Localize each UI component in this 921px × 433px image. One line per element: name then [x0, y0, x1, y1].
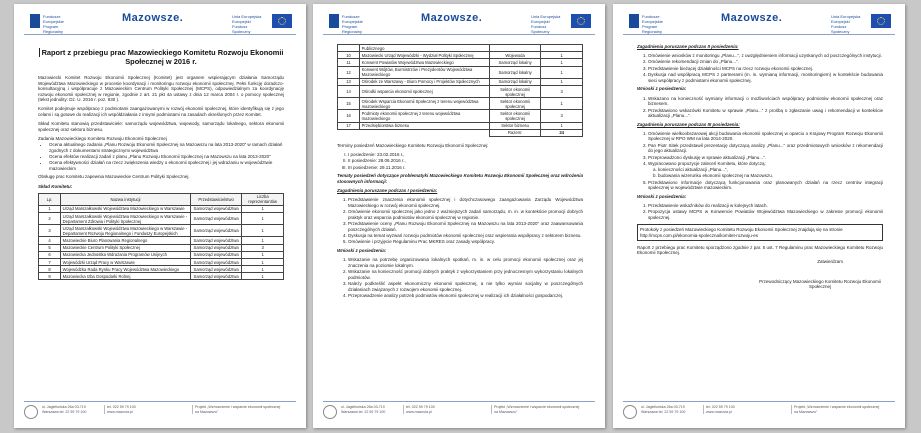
cell-representation: Samorząd lokalny — [489, 78, 540, 85]
cell-institution: Mazowiecka Izba Gospodarki Rolnej — [61, 273, 191, 280]
ue-logo-text: Unia Europejska Europejski Fundusz Społeczny — [232, 14, 262, 34]
page-body — [337, 44, 583, 302]
cell-lp — [338, 45, 360, 52]
footer-project: Projekt „Wzmocnienie i wsparcie ekonomii społecznej na Mazowszu” — [491, 405, 584, 414]
cell-count: 1 — [541, 66, 583, 78]
cell-institution: Mazowiecki Urząd Wojewódzki - Wydział Polityki Społecznej — [360, 52, 490, 59]
footer-project: Projekt „Wzmocnienie i wsparcie ekonomii społecznej na Mazowszu” — [192, 405, 285, 414]
topics-heading: Tematy posiedzeń dotyczące problematyki Mazowieckiego Komitetu Rozwoju Ekonomii Społecznej oraz wdrożenia stosownych informacji: — [337, 173, 583, 184]
page-body — [637, 44, 883, 290]
report-title — [38, 48, 284, 66]
cell-representation: Wojewoda — [489, 52, 540, 59]
cell-institution: Wojewódzki Urząd Pracy w Warszawie — [61, 258, 191, 265]
cell-count: 3 — [541, 110, 583, 122]
cell-institution: Podmioty ekonomii społecznej z terenu województwa mazowieckiego — [360, 110, 490, 122]
cell-count: 3 — [541, 85, 583, 97]
session2-list — [637, 53, 883, 83]
cell-count: 1 — [242, 266, 284, 273]
conclusion-item: 2. Wskazanie na konieczność promocji dobrych praktyk z wykorzystaniem przy jednoczesnym wykorzystaniu lokalnych podmiotów. — [348, 269, 583, 280]
cell-representation: Samorząd województwa — [190, 237, 241, 244]
task-item: • Ocena efektywności działań na rzecz zwiększenia wiedzy o ekonomii społecznej i jej wdrażaniu w województwie mazowieckim — [49, 160, 284, 171]
cell-lp: 1 — [39, 205, 61, 212]
document-page-3[interactable] — [613, 4, 905, 428]
conclusion-item: 1. Wskazano na konieczność wymiany informacji o możliwościach współpracy podmiotów ekonomii społecznej oraz biznesem. — [648, 96, 883, 107]
col-header-representation: Przedstawicielstwo — [190, 193, 241, 205]
cell-representation: Samorząd województwa — [190, 225, 241, 237]
conclusion-item: 1. Wskazanie na potrzebę organizowania lokalnych spotkań, m. in. w celu promocji ekonomii społecznej oraz jej znaczenia na poziomie lokalnym. — [348, 257, 583, 268]
conclusions1-heading: Wnioski z posiedzenia: — [337, 248, 387, 254]
table-row — [39, 237, 284, 244]
page-header — [623, 10, 895, 32]
closing-paragraph: Raport z przebiegu prac Komitetu sporządzono zgodnie z par. 5 ust. 7 Regulaminu prac Mazowieckiego Komitetu Rozwoju Ekonomii Społecznej. — [637, 244, 883, 256]
cell-institution: Ośrodki wsparcia ekonomii społecznej — [360, 85, 490, 97]
cell-representation — [489, 45, 540, 52]
cell-count: 3 — [242, 244, 284, 251]
meetings-list — [337, 152, 583, 170]
cell-lp: 16 — [338, 110, 360, 122]
table-total-row — [338, 129, 583, 136]
cell-institution: Konwent Powiatów Województwa Mazowieckiego — [360, 59, 490, 66]
session3-subitem: a. konieczności aktualizacji „Planu...”, — [658, 167, 883, 173]
session2-item: 2. Omówienie rekomendacji zmian do „Planu...”. — [648, 59, 883, 65]
session1-item: 1. Przedstawienie znaczenia ekonomii społecznej i dotychczasowego zaangażowania Zarządu Województwa Mazowieckiego w rozwój ekonomii społecznej. — [348, 197, 583, 208]
col-header-lp: Lp. — [39, 193, 61, 205]
session1-item: 2. Omówienie ekonomii społecznej jako jedno z ważniejszych zadań samorządu, m. in. w kontekście promocji dobrych praktyk oraz wsparcia podmiotów ekonomii społecznej w regionie. — [348, 209, 583, 220]
cell-representation: Samorząd województwa — [190, 258, 241, 265]
ue-logo-text: Unia Europejska Europejski Fundusz Społeczny — [831, 14, 861, 34]
fundusze-europejskie-logo — [30, 12, 68, 34]
eu-flag-icon — [871, 14, 891, 28]
composition-table — [38, 193, 284, 281]
conclusions2-heading: Wnioski z posiedzenia: — [637, 86, 687, 92]
cell-count: 1 — [541, 78, 583, 85]
table-row — [338, 85, 583, 97]
session3-sublist — [648, 167, 883, 179]
cell-representation: Samorząd lokalny — [489, 66, 540, 78]
session3-item — [648, 161, 883, 179]
conclusion-item: 1. Przedstawienie wskaźników do realizacji w kolejnych latach. — [648, 203, 883, 209]
mazowsze-brand: Mazowsze. — [721, 12, 783, 24]
conclusion-item: 3. Należy podkreślić aspekt ekonomiczny ekonomii społecznej, a nie tylko wymiar socjalny w poszczególnych działaniach związanych z rozwojem ekonomii społecznej. — [348, 281, 583, 292]
session3-list — [637, 131, 883, 191]
table-row — [338, 122, 583, 129]
cell-lp: 11 — [338, 59, 360, 66]
footer-address: ul. Jagiellońska 26a 03-719 Warszawa tel. 22 59 79 100 — [641, 405, 686, 414]
table-row — [39, 273, 284, 280]
header-divider — [623, 34, 895, 35]
table-row — [338, 52, 583, 59]
footer-logo-icon — [623, 405, 637, 419]
cell-representation: Sektor ekonomii społecznej — [489, 110, 540, 122]
cell-representation: Sektor ekonomii społecznej — [489, 85, 540, 97]
cell-lp: 8 — [39, 266, 61, 273]
session3-subitem: b. budowania wizerunku ekonomii społecznej na Mazowszu. — [658, 173, 883, 179]
table-row — [338, 45, 583, 52]
mazowsze-brand: Mazowsze. — [421, 12, 483, 24]
page-header — [24, 10, 296, 32]
cell-institution: Urząd Marszałkowski Województwa Mazowieckiego w Warszawie — [61, 205, 191, 212]
cell-count: 1 — [242, 212, 284, 224]
fe-logo-text: Fundusze Europejskie Program Regionalny — [642, 14, 663, 34]
table-row — [338, 59, 583, 66]
table-row — [39, 266, 284, 273]
session3-item: 3. Przeprowadzono dyskusję w sprawie aktualizacji „Planu...”. — [648, 155, 883, 161]
unia-europejska-logo — [232, 12, 292, 34]
footer-logo-icon — [24, 405, 38, 419]
conclusion-item: 2. Propozycja ustawy MCPS w Konwencie Powiatów Województwa Mazowieckiego w zakresie promocji ekonomii społecznej. — [648, 209, 883, 220]
service-note: Obsługę prac Komitetu zapewnia Mazowieckie Centrum Polityki Społecznej. — [38, 174, 190, 180]
meeting-item: III. III posiedzenie: 29.11.2016 r. — [348, 165, 583, 171]
meeting-item: I. I posiedzenie: 23.02.2016 r., — [348, 152, 583, 158]
footer-contact: tel. 022 59 79 100 www.mazovia.pl — [703, 405, 752, 414]
unia-europejska-logo — [531, 12, 591, 34]
conclusion-item: 4. Przeprowadzenie analizy potrzeb podmiotów ekonomii społecznej w realizacji ich działalności gospodarczej. — [348, 293, 583, 299]
session3-heading: Zagadnienia poruszane podczas III posiedzenia: — [637, 121, 740, 127]
mazowsze-brand: Mazowsze. — [122, 12, 184, 24]
eu-flag-icon — [272, 14, 292, 28]
table-row — [338, 98, 583, 110]
eu-flag-icon — [571, 14, 591, 28]
fe-logo-text: Fundusze Europejskie Program Regionalny — [43, 14, 64, 34]
total-label: Razem: — [489, 129, 540, 136]
conclusion-item: 2. Przedstawiono wskazówki Komitetu w sprawie „Planu...” z prośbą o zgłaszanie uwag i rekomendacji w kontekście aktualizacji „Planu...”. — [648, 108, 883, 119]
approved-label: Zatwierdzam — [817, 259, 843, 265]
page-footer — [323, 401, 595, 422]
cell-institution: Mazowiecka Jednostka Wdrażania Programów Unijnych — [61, 251, 191, 258]
cell-representation: Sektor ekonomii społecznej — [489, 98, 540, 110]
cell-institution: Mazowieckie Centrum Polityki Społecznej — [61, 244, 191, 251]
cell-count: 1 — [242, 258, 284, 265]
unia-europejska-logo — [831, 12, 891, 34]
footer-logo-icon — [323, 405, 337, 419]
cell-representation: Samorząd województwa — [190, 266, 241, 273]
conclusions3-list — [637, 203, 883, 221]
cell-lp: 4 — [39, 237, 61, 244]
page-header — [323, 10, 595, 32]
fundusze-europejskie-logo — [329, 12, 367, 34]
cell-lp: 15 — [338, 98, 360, 110]
cell-representation: Samorząd województwa — [190, 273, 241, 280]
cell-lp: 14 — [338, 85, 360, 97]
fundusze-europejskie-logo — [629, 12, 667, 34]
cell-institution: Urząd Marszałkowski Województwa Mazowieckiego w Warszawie - Departament Rozwoju Regionalnego i Funduszy Europejskich — [61, 225, 191, 237]
cell-representation: Samorząd lokalny — [489, 59, 540, 66]
session3-item: 2. Pan Piotr Sitek przedstawił prezentację dotyczącą analizy „Planu...” oraz przedmiotowych wniosków z rekomendacji do jego aktualizacji. — [648, 143, 883, 154]
fe-flag-icon — [329, 14, 339, 28]
cell-lp: 6 — [39, 251, 61, 258]
footer-project: Projekt „Wzmocnienie i wsparcie ekonomii społecznej na Mazowszu” — [791, 405, 884, 414]
cell-count: 1 — [242, 251, 284, 258]
intro-paragraph-3: Skład Komitetu stanowią przedstawiciele: samorządu województwa, wojewody, samorządu lokalnego, sektora ekonomii społecznej oraz sektora biznesu. — [38, 121, 284, 132]
cell-institution: Ośrodek Wsparcia Ekonomii Społecznej z terenu województwa mazowieckiego — [360, 98, 490, 110]
tasks-list — [38, 142, 284, 171]
cell-lp: 3 — [39, 225, 61, 237]
fe-flag-icon — [629, 14, 639, 28]
report-title-text: Raport z przebiegu prac Mazowieckiego Komitetu Rozwoju Ekonomii Społecznej w 2016 r. — [39, 48, 284, 66]
table-row — [39, 244, 284, 251]
session3-item-text: Wypracowano propozycje zaleceń Komitetu, które dotyczą: — [648, 161, 766, 167]
page-footer — [623, 401, 895, 422]
cell-count: 1 — [541, 98, 583, 110]
cell-lp: 17 — [338, 122, 360, 129]
cell-representation: Sektor biznesu — [489, 122, 540, 129]
mazowsze-logo — [122, 12, 183, 24]
composition-table-continued — [337, 44, 583, 137]
table-row — [39, 212, 284, 224]
cell-count: 1 — [242, 273, 284, 280]
page-footer — [24, 401, 296, 422]
cell-institution: Wojewódzka Rada Rynku Pracy Województwa Mazowieckiego — [61, 266, 191, 273]
page-body — [38, 38, 284, 284]
session3-item: 5. Przedstawiono informacje dotyczącą funkcjonowania oraz planowanych działań na rzecz centrów integracji społecznej w województwie mazowieckim. — [648, 180, 883, 191]
session1-heading: Zagadnienia poruszane podczas I posiedzenia: — [337, 188, 438, 194]
footer-contact: tel. 022 59 79 100 www.mazovia.pl — [403, 405, 452, 414]
cell-lp: 10 — [338, 52, 360, 59]
document-page-1[interactable] — [14, 4, 306, 428]
cell-institution — [360, 129, 490, 136]
signature-block: Przewodniczący Mazowieckiego Komitetu Rozwoju Ekonomii Społecznej — [759, 278, 881, 290]
composition-label: Skład Komitetu: — [38, 183, 73, 189]
document-page-2[interactable] — [313, 4, 605, 428]
session1-item: 4. Dyskusja na temat wyzwań rozwoju podmiotów ekonomii społecznej oraz wspierania współpracy z sektorem biznesu. — [348, 233, 583, 239]
session2-item: 1. Omówienie wniosków z monitoringu „Planu...”, z uwzględnieniem informacji uzyskanych od poszczególnych instytucji. — [648, 53, 883, 59]
ue-logo-text: Unia Europejska Europejski Fundusz Społeczny — [531, 14, 561, 34]
mazowsze-logo — [421, 12, 482, 24]
cell-count: 1 — [242, 237, 284, 244]
meeting-item: II. II posiedzenie: 28.06.2016 r., — [348, 158, 583, 164]
table-row — [39, 258, 284, 265]
cell-representation: Samorząd województwa — [190, 244, 241, 251]
intro-paragraph-2: Komitet podejmuje współpracę z podmiotami zaangażowanymi w rozwój ekonomii społecznej, które identyfikują się z jego celami i są gotowe do realizacji ich współdziałania z innymi podmiotami na zasadach określonych przez Komitet. — [38, 106, 284, 118]
footer-contact: tel. 022 59 79 100 www.mazovia.pl — [104, 405, 153, 414]
cell-representation: Samorząd województwa — [190, 251, 241, 258]
col-header-count: Liczba reprezentantów — [242, 193, 284, 205]
cell-institution: Urząd Marszałkowski Województwa Mazowieckiego w Warszawie - Departament Zdrowia i Polityki Społecznej — [61, 212, 191, 224]
footer-address: ul. Jagiellońska 26a 03-719 Warszawa tel. 22 59 79 100 — [42, 405, 87, 414]
cell-lp: 13 — [338, 78, 360, 85]
table-row — [39, 251, 284, 258]
conclusions3-heading: Wnioski z posiedzenia: — [637, 193, 687, 199]
cell-institution: Publicznego — [360, 45, 490, 52]
cell-institution: Mazowieckie Biuro Planowania Regionalnego — [61, 237, 191, 244]
table-row — [338, 110, 583, 122]
cell-lp: 7 — [39, 258, 61, 265]
table-row — [338, 78, 583, 85]
session2-heading: Zagadnienia poruszane podczas II posiedzenia: — [637, 44, 739, 49]
cell-representation: Samorząd województwa — [190, 212, 241, 224]
cell-lp — [338, 129, 360, 136]
total-value: 24 — [541, 129, 583, 136]
footer-address: ul. Jagiellońska 26a 03-719 Warszawa tel. 22 59 79 100 — [341, 405, 386, 414]
table-header-row — [39, 193, 284, 205]
cell-institution: Ośrodek ze Warszawy - Biuro Pomocy i Projektów Społecznych — [360, 78, 490, 85]
cell-institution: Przedsiębiorstwa biznesu — [360, 122, 490, 129]
task-item: • Ocena aktualnego zadania „Planu Rozwoju Ekonomii Społecznej na Mazowszu na lata 2013-2020” w ramach działań zgodnych z dokumentami strategicznymi województwa — [49, 142, 284, 153]
task-item: • Ocena efektów realizacji zadań z planu „Planu Rozwoju Ekonomii Społecznej na Mazowszu na lata 2013-2020” — [49, 154, 284, 160]
cell-count — [541, 45, 583, 52]
header-divider — [24, 34, 296, 35]
fe-flag-icon — [30, 14, 40, 28]
table-row — [39, 205, 284, 212]
cell-count: 1 — [541, 52, 583, 59]
session2-item: 4. Dyskusja nad współpracą MCPS z partnerami (m. in. wymianą informacji, monitoringiem) w kontekście budowania sieci współpracy z podmiotami ekonomii społecznej. — [648, 72, 883, 83]
mazowsze-logo — [721, 12, 782, 24]
cell-representation: Samorząd województwa — [190, 205, 241, 212]
cell-lp: 2 — [39, 212, 61, 224]
cell-count: 1 — [541, 59, 583, 66]
cell-count: 1 — [541, 122, 583, 129]
conclusions2-list — [637, 96, 883, 119]
cell-count: 1 — [242, 205, 284, 212]
session1-list — [337, 197, 583, 245]
cell-lp: 12 — [338, 66, 360, 78]
col-header-institution: Nazwa instytucji — [61, 193, 191, 205]
table-row — [39, 225, 284, 237]
session2-item: 3. Przedstawienie bieżącej działalności MCPS na rzecz rozwoju ekonomii społecznej. — [648, 66, 883, 72]
session1-item: 3. Przedstawienie oceny „Planu Rozwoju Ekonomii Społecznej na Mazowszu na lata 2013-2020” oraz zaawansowania poszczególnych działań. — [348, 221, 583, 232]
cell-lp: 5 — [39, 244, 61, 251]
tasks-lead: Zadania Mazowieckiego Komitetu Rozwoju Ekonomii Społecznej — [38, 135, 167, 141]
cell-count: 1 — [242, 225, 284, 237]
intro-paragraph-1: Mazowiecki Komitet Rozwoju Ekonomii Społecznej (Komitet) jest organem wspierającym działania Samorządu Województwa Mazowieckiego w procesie koordynacji i monitoringu rozwoju ekonomii społecznej. Pełni funkcję doradczo-konsultacyjną i współpracuje z Mazowieckim Centrum Polityki Społecznej (MCPS), odpowiedzialnym za koordynację rozwoju ekonomii społecznej w regionie, zgodnie z art. 21 pkt 4a ustawy z dnia 12 marca 2004 r. o pomocy społecznej (tekst jednolity: Dz. U. 2016 r. poz. 930 ). — [38, 75, 284, 103]
cell-lp: 9 — [39, 273, 61, 280]
cell-institution: Konwent Wójtów, Burmistrzów i Prezydentów Województwa Mazowieckiego — [360, 66, 490, 78]
header-divider — [323, 34, 595, 35]
session3-item: 1. Omówienie wielkoobszarowej akcji budowania ekonomii społecznej w oparciu o Krajowy Program Rozwoju Ekonomii Społecznej w RPO WM na lata 2014-2020. — [648, 131, 883, 142]
table-row — [338, 66, 583, 78]
meetings-lead: Terminy posiedzeń Mazowieckiego Komitetu Rozwoju Ekonomii Społecznej: — [337, 142, 489, 148]
protocols-note-box: Protokoły z posiedzeń Mazowieckiego Komitetu Rozwoju Ekonomii Społecznej znajdują się na stronie http://mcps.com.pl/ekonomia-spoleczna/komitet-rozwoju-es — [637, 224, 883, 240]
session1-item: 5. Omówienie i przyjęcie Regulaminu Prac MKRES oraz zasady współpracy. — [348, 239, 583, 245]
fe-logo-text: Fundusze Europejskie Program Regionalny — [342, 14, 363, 34]
conclusions1-list — [337, 257, 583, 299]
